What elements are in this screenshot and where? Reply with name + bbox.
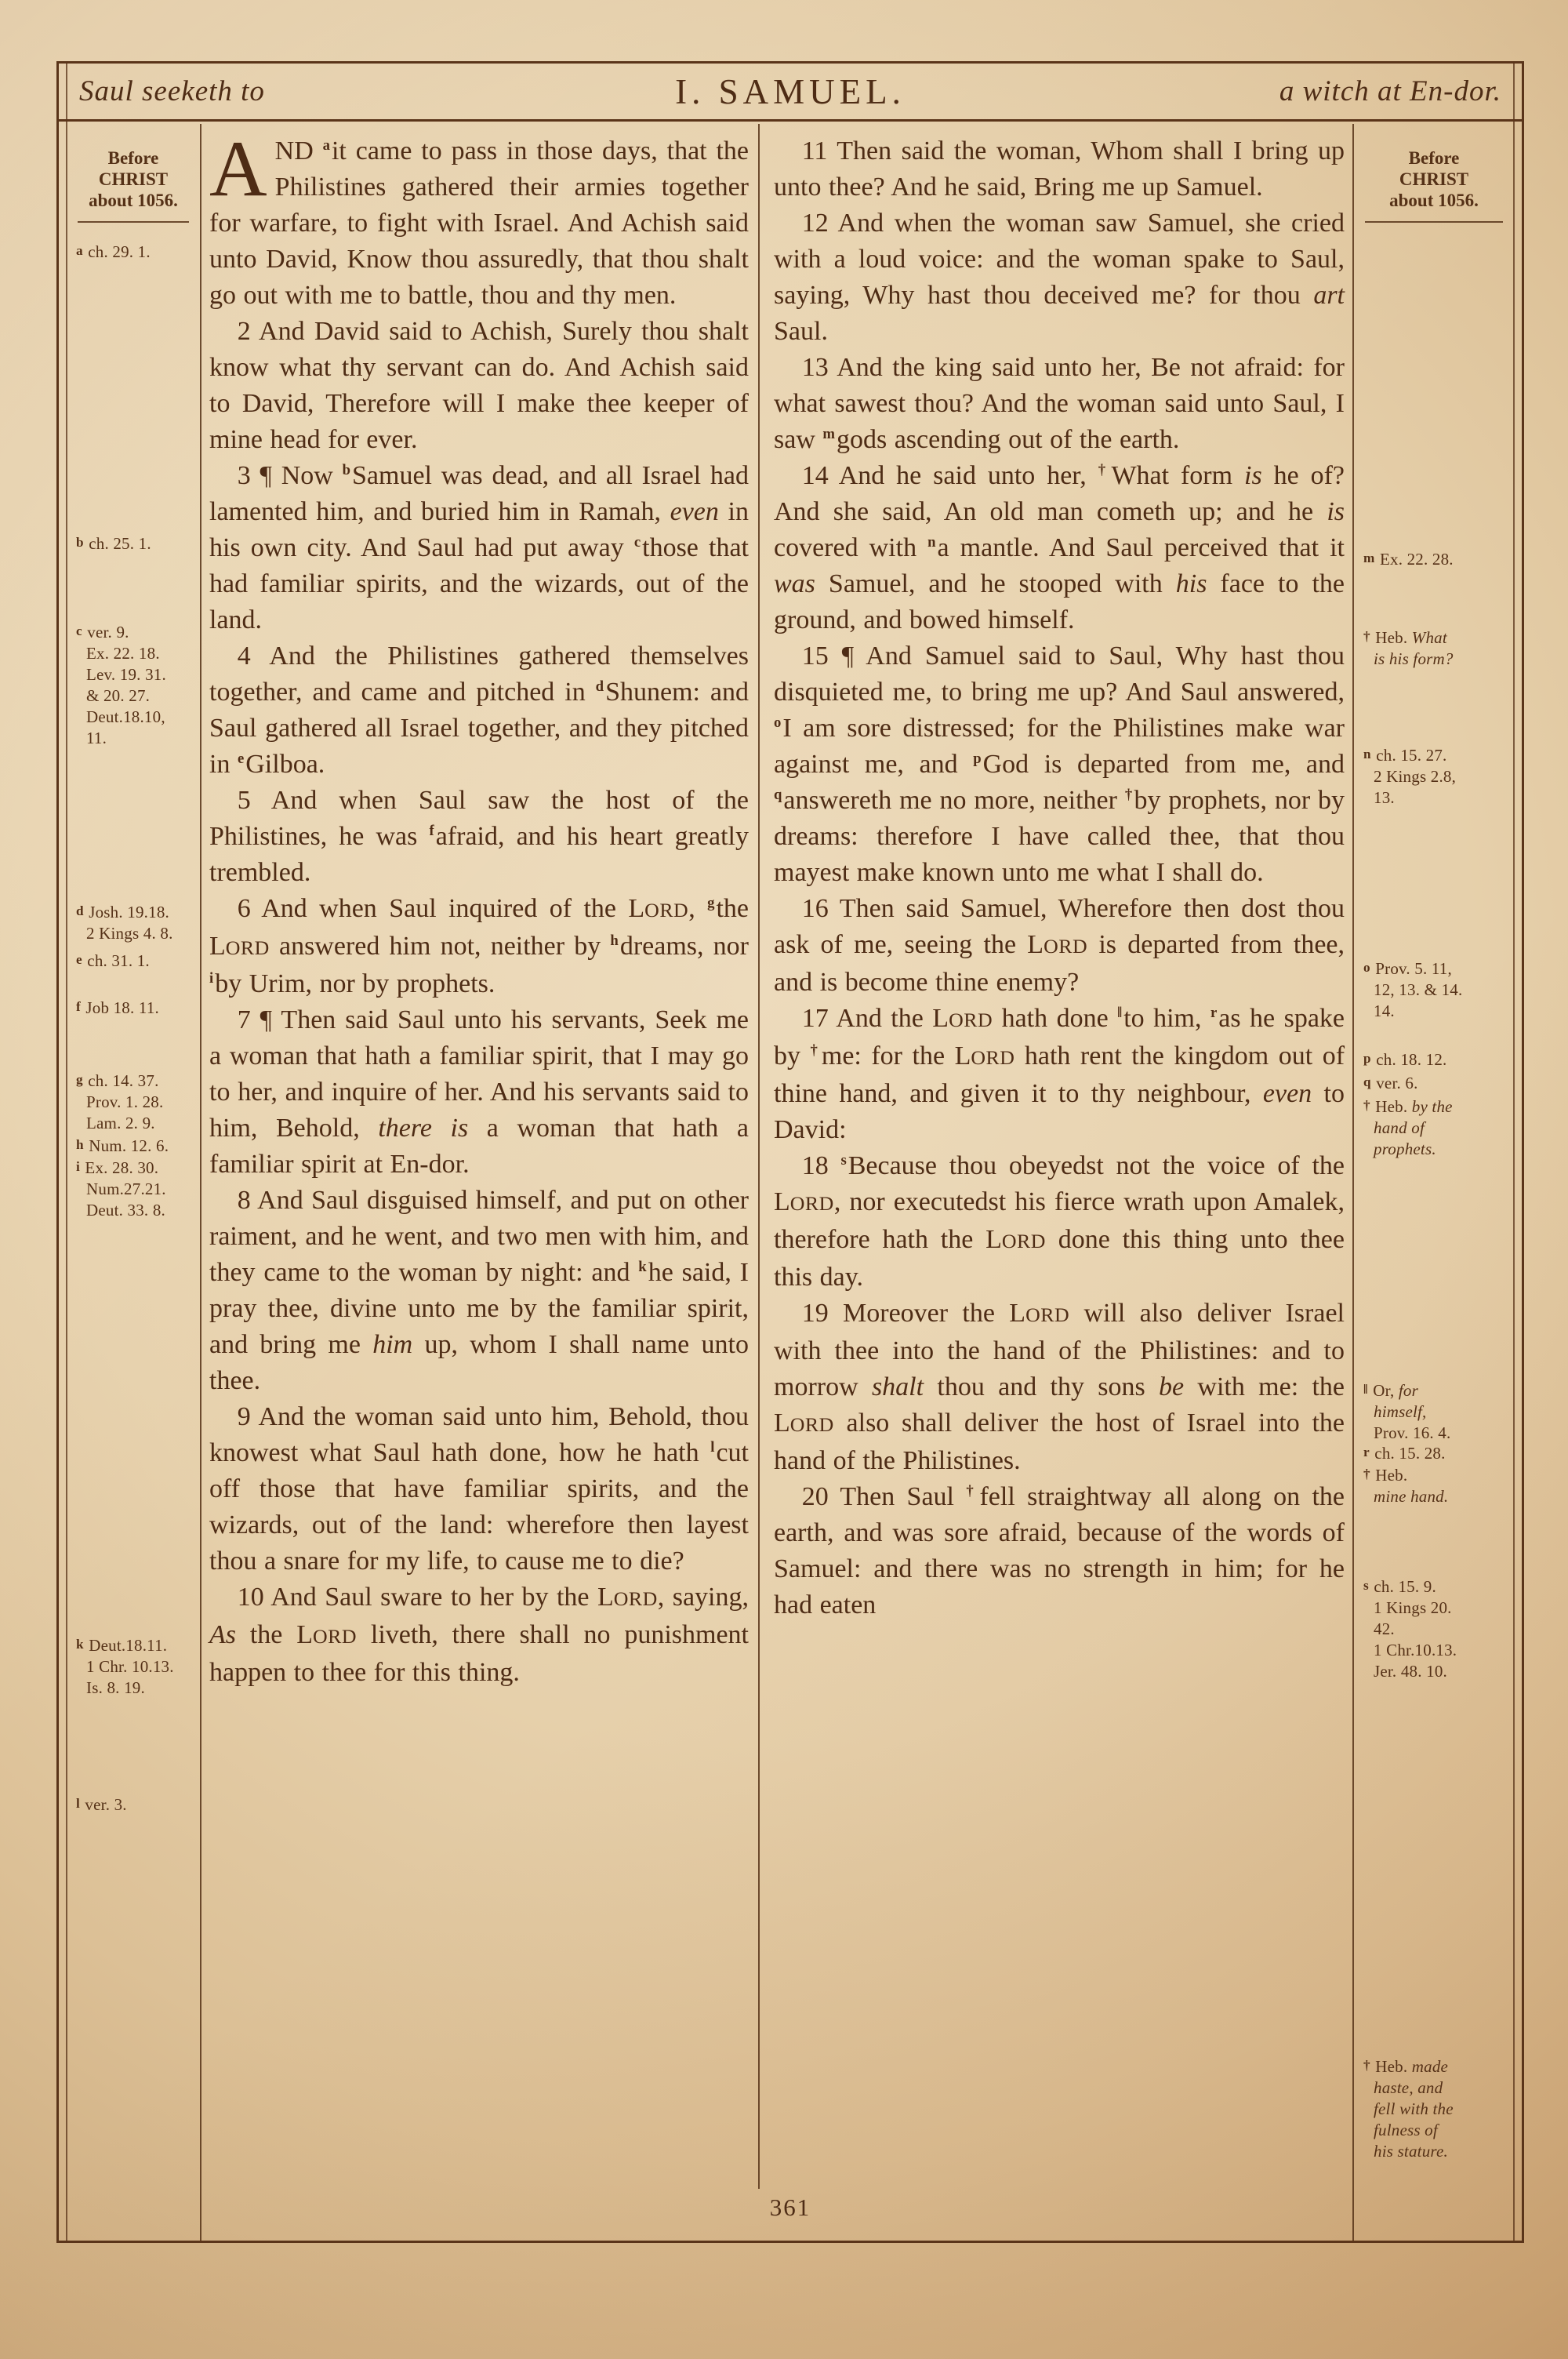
lord-smallcaps: LORD <box>1009 1299 1070 1328</box>
lord-smallcaps: LORD <box>932 1004 993 1033</box>
reference-mark: i <box>76 1159 80 1174</box>
verse: 20 Then Saul †fell straightway all along on the earth, and was sore afraid, because of the words of Samuel: and there was no strength in him; for he had eaten <box>774 1482 1345 1619</box>
lord-smallcaps: LORD <box>628 894 689 923</box>
verse: 6 And when Saul inquired of the LORD, $^g$the LORD answered him not, neither by $^h$dreams, nor $^i$by Urim, nor by prophets. <box>209 894 750 998</box>
running-head <box>59 64 1522 122</box>
verse: 12 And when the woman saw Samuel, she cried with a loud voice: and the woman spake to Saul, saying, Why hast thou deceived me? for thou art Saul. <box>774 209 1345 346</box>
reference-mark: l <box>76 1796 80 1811</box>
reference-mark: r <box>1363 1445 1370 1459</box>
dropcap-initial: A <box>209 133 267 213</box>
reference-mark: k <box>638 1258 647 1275</box>
reference-mark: d <box>595 678 604 695</box>
margin-note: m Ex. 22. 28. <box>1363 550 1454 569</box>
lord-smallcaps: LORD <box>774 1187 834 1216</box>
margin-note: d Josh. 19.18. 2 Kings 4. 8. <box>76 903 173 943</box>
reference-mark: † <box>810 1041 820 1059</box>
reference-mark: e <box>76 952 82 967</box>
reference-mark: g <box>76 1072 83 1087</box>
margin-note: e ch. 31. 1. <box>76 951 150 970</box>
reference-mark: p <box>973 750 982 767</box>
reference-mark: q <box>774 786 782 803</box>
margin-note: ‖ Or, for himself, Prov. 16. 4. <box>1363 1381 1451 1442</box>
verse: 17 And the LORD hath done ‖to him, $^r$as he spake by †me: for the LORD hath rent the kingdom out of thine hand, and given it to thy neighbour, even to David: <box>774 1004 1345 1144</box>
reference-mark: e <box>237 750 245 767</box>
reference-mark: g <box>707 894 715 911</box>
reference-mark: p <box>1363 1051 1371 1066</box>
reference-mark: c <box>633 533 641 551</box>
reference-mark: m <box>1363 551 1375 565</box>
margin-note: k Deut.18.11. 1 Chr. 10.13. Is. 8. 19. <box>76 1636 174 1697</box>
verse: 19 Moreover the LORD will also deliver Israel with thee into the hand of the Philistines: and to morrow shalt thou and thy sons be with me: the LORD also shall deliver the host of Israel into the hand of the Philistines. <box>774 1299 1345 1475</box>
reference-mark: s <box>1363 1578 1369 1593</box>
bc-line: Before <box>1408 148 1460 168</box>
verse: 5 And when Saul saw the host of the Philistines, he was $^f$afraid, and his heart greatly trembled. <box>209 786 749 887</box>
margin-note: † Heb. made haste, and fell with the fulness of his stature. <box>1363 2057 1454 2161</box>
reference-mark: m <box>822 425 835 442</box>
reference-mark: † <box>1363 1098 1370 1113</box>
reference-mark: h <box>610 932 619 949</box>
reference-mark: n <box>927 533 936 551</box>
lord-smallcaps: LORD <box>985 1225 1046 1254</box>
verse: 4 And the Philistines gathered themselves together, and came and pitched in $^d$Shunem: and Saul gathered all Israel together, and they pitched in $^e$Gilboa. <box>209 642 749 779</box>
verse: 18 $^s$Because thou obeyedst not the voice of the LORD, nor executedst his fierce wrath upon Amalek, therefore hath the LORD done this thing unto thee this day. <box>774 1151 1345 1292</box>
running-head-right: a witch at En-dor. <box>1279 75 1501 107</box>
verse: 2 And David said to Achish, Surely thou shalt know what thy servant can do. And Achish said to David, Therefore will I make thee keeper of mine head for ever. <box>209 317 749 454</box>
verse: 11 Then said the woman, Whom shall I bring up unto thee? And he said, Bring me up Samuel. <box>774 136 1345 202</box>
verse: 9 And the woman said unto him, Behold, thou knowest what Saul hath done, how he hath $^l$cut off those that have familiar spirits, and the wizards, out of the land: wherefore then layest thou a snare for my life, to cause me to die? <box>209 1402 749 1576</box>
page-frame <box>56 61 1524 2243</box>
margin-note: i Ex. 28. 30. Num.27.21. Deut. 33. 8. <box>76 1158 166 1219</box>
reference-mark: b <box>76 535 84 550</box>
reference-mark: † <box>966 1482 978 1499</box>
margin-note: s ch. 15. 9. 1 Kings 20. 42. 1 Chr.10.13. Jer. 48. 10. <box>1363 1577 1457 1681</box>
column-divider-right <box>1352 124 1354 2241</box>
verse: 8 And Saul disguised himself, and put on other raiment, and he went, and two men with him, and they came to the woman by night: and $^k$he said, I pray thee, divine unto me by the familiar spirit, and bring me him up, whom I shall name unto thee. <box>209 1186 749 1395</box>
margin-note: n ch. 15. 27. 2 Kings 2.8, 13. <box>1363 746 1457 807</box>
reference-mark: k <box>76 1637 84 1652</box>
margin-note: b ch. 25. 1. <box>76 534 151 553</box>
reference-mark: a <box>322 136 330 154</box>
reference-mark: † <box>1363 2058 1370 2073</box>
margin-note: a ch. 29. 1. <box>76 242 151 261</box>
margin-note: f Job 18. 11. <box>76 998 159 1017</box>
verse: 3 ¶ Now $^b$Samuel was dead, and all Israel had lamented him, and buried him in Ramah, even in his own city. And Saul had put away $^c$those that had familiar spirits, and the wizards, out of the land. <box>209 461 749 634</box>
book-title: I. SAMUEL. <box>675 71 906 111</box>
before-christ-heading <box>1365 147 1503 223</box>
bc-line: about 1056. <box>89 191 178 210</box>
lord-smallcaps: LORD <box>296 1620 358 1649</box>
margin-note: c ver. 9. Ex. 22. 18. Lev. 19. 31. & 20. 27. Deut.18.10, 11. <box>76 623 166 747</box>
reference-mark: n <box>1363 747 1371 761</box>
reference-mark: ‖ <box>1363 1382 1368 1397</box>
verse: 7 ¶ Then said Saul unto his servants, Seek me a woman that hath a familiar spirit, that I may go to her, and inquire of her. And his servants said to him, Behold, there is a woman that hath a familiar spirit at En-dor. <box>209 1005 750 1179</box>
margin-note: q ver. 6. <box>1363 1074 1418 1092</box>
lord-smallcaps: LORD <box>954 1041 1015 1070</box>
verse: 14 And he said unto her, †What form is he of? And she said, An old man cometh up; and he is covered with $^n$a mantle. And Saul perceived that it was Samuel, and he stooped with his face to the ground, and bowed himself. <box>774 461 1345 634</box>
verse: 16 Then said Samuel, Wherefore then dost thou ask of me, seeing the LORD is departed from thee, and is become thine enemy? <box>774 894 1345 997</box>
running-head-left: Saul seeketh to <box>79 75 265 107</box>
reference-mark: r <box>1210 1004 1218 1021</box>
reference-mark: † <box>1363 629 1370 644</box>
text-column-1 <box>201 133 758 2194</box>
margin-note: h Num. 12. 6. <box>76 1136 169 1155</box>
bc-line: about 1056. <box>1389 191 1479 210</box>
text-column-2 <box>760 133 1352 2194</box>
margin-note: r ch. 15. 28. <box>1363 1444 1446 1463</box>
reference-mark: † <box>1363 1467 1370 1481</box>
reference-mark: o <box>1363 960 1370 975</box>
reference-mark: † <box>1124 786 1133 803</box>
verse: 10 And Saul sware to her by the LORD, saying, As the LORD liveth, there shall no punishment happen to thee for this thing. <box>209 1583 749 1687</box>
reference-mark: s <box>840 1151 847 1169</box>
margin-note: o Prov. 5. 11, 12, 13. & 14. 14. <box>1363 959 1463 1020</box>
reference-mark: o <box>774 714 782 731</box>
right-margin-notes <box>1356 124 1512 2241</box>
reference-mark: l <box>710 1438 715 1456</box>
left-margin-notes <box>68 124 198 2241</box>
margin-note: l ver. 3. <box>76 1795 127 1814</box>
reference-mark: f <box>76 999 81 1014</box>
margin-note: g ch. 14. 37. Prov. 1. 28. Lam. 2. 9. <box>76 1071 164 1132</box>
reference-mark: † <box>1098 461 1110 478</box>
reference-mark: h <box>76 1137 84 1152</box>
margin-note: p ch. 18. 12. <box>1363 1050 1447 1069</box>
lord-smallcaps: LORD <box>774 1408 834 1438</box>
reference-mark: q <box>1363 1074 1371 1089</box>
verse: 15 ¶ And Samuel said to Saul, Why hast thou disquieted me, to bring me up? And Saul answered, $^o$I am sore distressed; for the Philistines make war against me, and $^p$God is departed from me, and $^q$answereth me no more, neither †by prophets, nor by dreams: therefore I have called thee, that thou mayest make known unto me what I shall do. <box>774 642 1345 887</box>
lord-smallcaps: LORD <box>597 1583 658 1612</box>
bc-line: CHRIST <box>1399 169 1469 189</box>
reference-mark: d <box>76 903 84 918</box>
reference-mark: i <box>209 969 214 987</box>
reference-mark: f <box>429 822 434 839</box>
margin-note: † Heb. What is his form? <box>1363 628 1454 668</box>
text-area <box>59 124 1522 2241</box>
reference-mark: ‖ <box>1117 1004 1123 1021</box>
reference-mark: a <box>76 243 83 258</box>
margin-note: † Heb. by the hand of prophets. <box>1363 1097 1453 1158</box>
lord-smallcaps: LORD <box>1027 930 1088 959</box>
verse: AND $^a$it came to pass in those days, that the Philistines gathered their armies together for warfare, to fight with Israel. And Achish said unto David, Know thou assuredly, that thou shalt go out with me to battle, thou and thy men. <box>209 133 750 310</box>
bc-line: Before <box>107 148 159 168</box>
reference-mark: c <box>76 623 82 638</box>
lord-smallcaps: LORD <box>209 932 270 961</box>
margin-note: † Heb. mine hand. <box>1363 1466 1449 1506</box>
before-christ-heading <box>78 147 189 223</box>
reference-mark: b <box>342 461 350 478</box>
bc-line: CHRIST <box>98 169 169 189</box>
page-number: 361 <box>769 2194 811 2221</box>
verse: 13 And the king said unto her, Be not afraid: for what sawest thou? And the woman said unto Saul, I saw $^m$gods ascending out of the earth. <box>774 353 1345 454</box>
